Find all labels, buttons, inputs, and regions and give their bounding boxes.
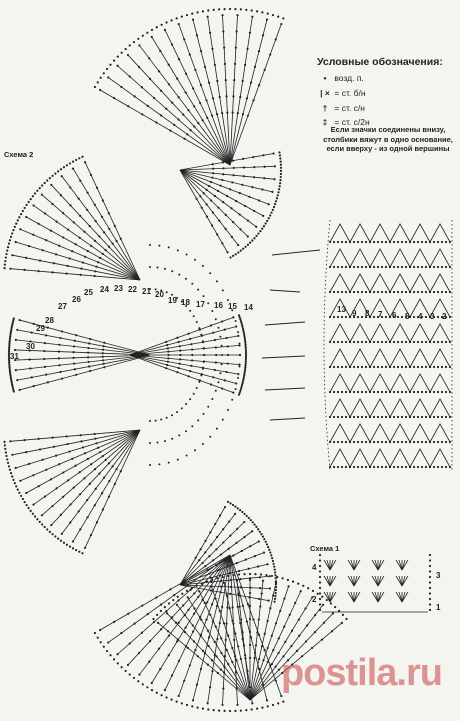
legend-item-tr: ‡ = ст. с/2н [318,117,370,127]
row-number-right: 13 [337,305,346,314]
row-number-left: 20 [155,290,164,299]
row-number-left: 15 [228,302,237,311]
scheme1-row-left: 4 [312,563,317,572]
legend-note: Если значки соединены внизу, столбики вяжут в одно основание, если вверху - из одной вершины [323,125,453,153]
row-number-left: 28 [45,316,54,325]
dot-symbol-icon: • [323,73,327,83]
row-number-left: 26 [72,295,81,304]
row-number-left: 24 [100,285,109,294]
watermark-logo: postila.ru [280,652,442,694]
row-number-left: 21 [142,287,151,296]
row-number-right: 7 [378,310,383,319]
legend-item-sc: | × = ст. б/н [318,88,366,98]
row-number-left: 23 [114,284,123,293]
row-number-right: 9 [352,309,357,318]
legend-item-chain: • возд. п. [318,73,364,83]
legend-title: Условные обозначения: [317,56,443,68]
row-number-right: 6 [392,311,397,320]
row-number-left: 17 [196,300,205,309]
row-number-right: 8 [365,309,370,318]
row-number-right: 5 [405,312,410,321]
sleeve-panel [324,220,452,470]
row-number-left: 18 [181,298,190,307]
row-number-right: 3 [430,312,435,321]
scheme2-label: Схема 2 [4,150,34,159]
row-number-left: 19 [168,296,177,305]
scheme1-box [319,554,431,612]
tr-symbol-icon: ‡ [322,117,328,127]
scheme1-row-right: 3 [436,571,441,580]
row-number-left: 31 [10,352,19,361]
cross-symbol-icon: | × [320,88,330,98]
row-number-left: 22 [128,285,137,294]
row-number-left: 30 [26,342,35,351]
row-number-left: 14 [244,303,253,312]
row-number-right: 4 [418,312,423,321]
row-number-left: 29 [36,324,45,333]
row-number-left: 27 [58,302,67,311]
scheme1-row-right: 1 [436,603,441,612]
row-number-left: 16 [214,301,223,310]
row-number-left: 25 [84,288,93,297]
legend-item-dc: † = ст. с/н [318,103,365,113]
dc-symbol-icon: † [322,103,328,113]
scheme1-row-left: 2 [312,595,317,604]
row-number-right: 2 [442,312,447,321]
scallop-fans [3,8,347,712]
scheme1-label: Схема 1 [310,544,340,553]
